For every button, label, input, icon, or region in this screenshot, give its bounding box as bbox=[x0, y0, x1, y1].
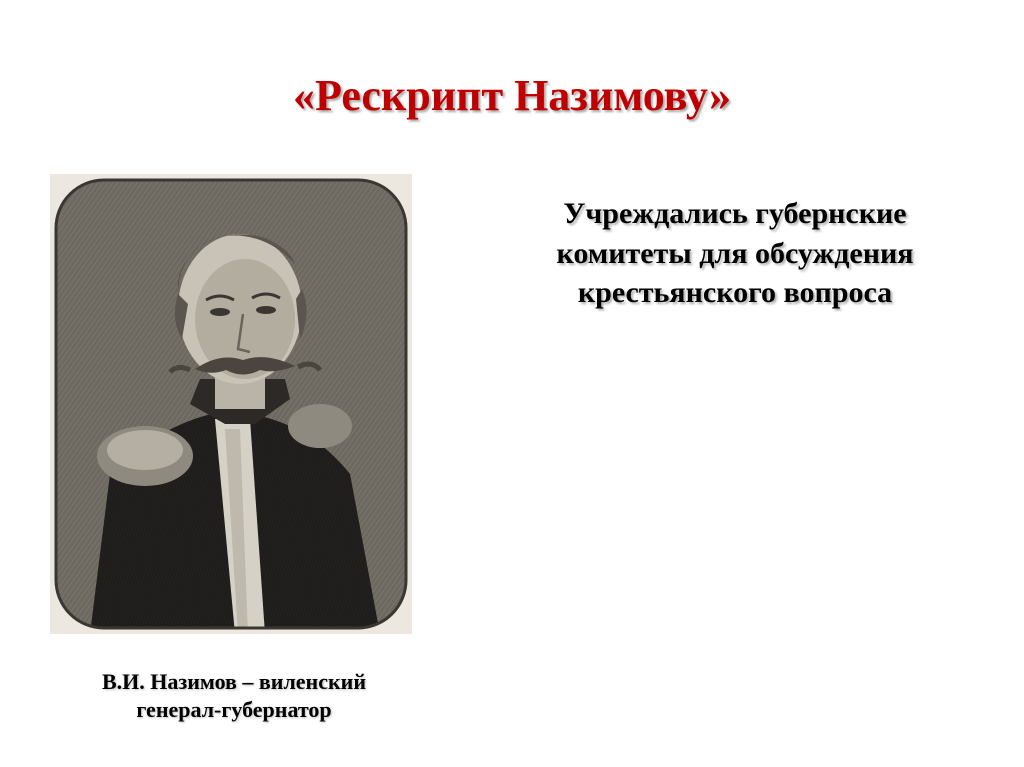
main-text-line: Учреждались губернские bbox=[563, 197, 907, 230]
caption-line: генерал-губернатор bbox=[136, 697, 332, 723]
portrait-image bbox=[50, 174, 412, 634]
main-text-line: комитеты для обсуждения bbox=[556, 236, 914, 270]
caption-line: В.И. Назимов – виленский bbox=[101, 669, 367, 694]
portrait-caption bbox=[30, 668, 438, 724]
main-text-line: крестьянского вопроса bbox=[577, 276, 893, 310]
engraved-portrait-icon bbox=[50, 174, 412, 634]
slide-title: «Рескрипт Назимову» bbox=[293, 71, 731, 120]
main-text bbox=[500, 194, 970, 313]
